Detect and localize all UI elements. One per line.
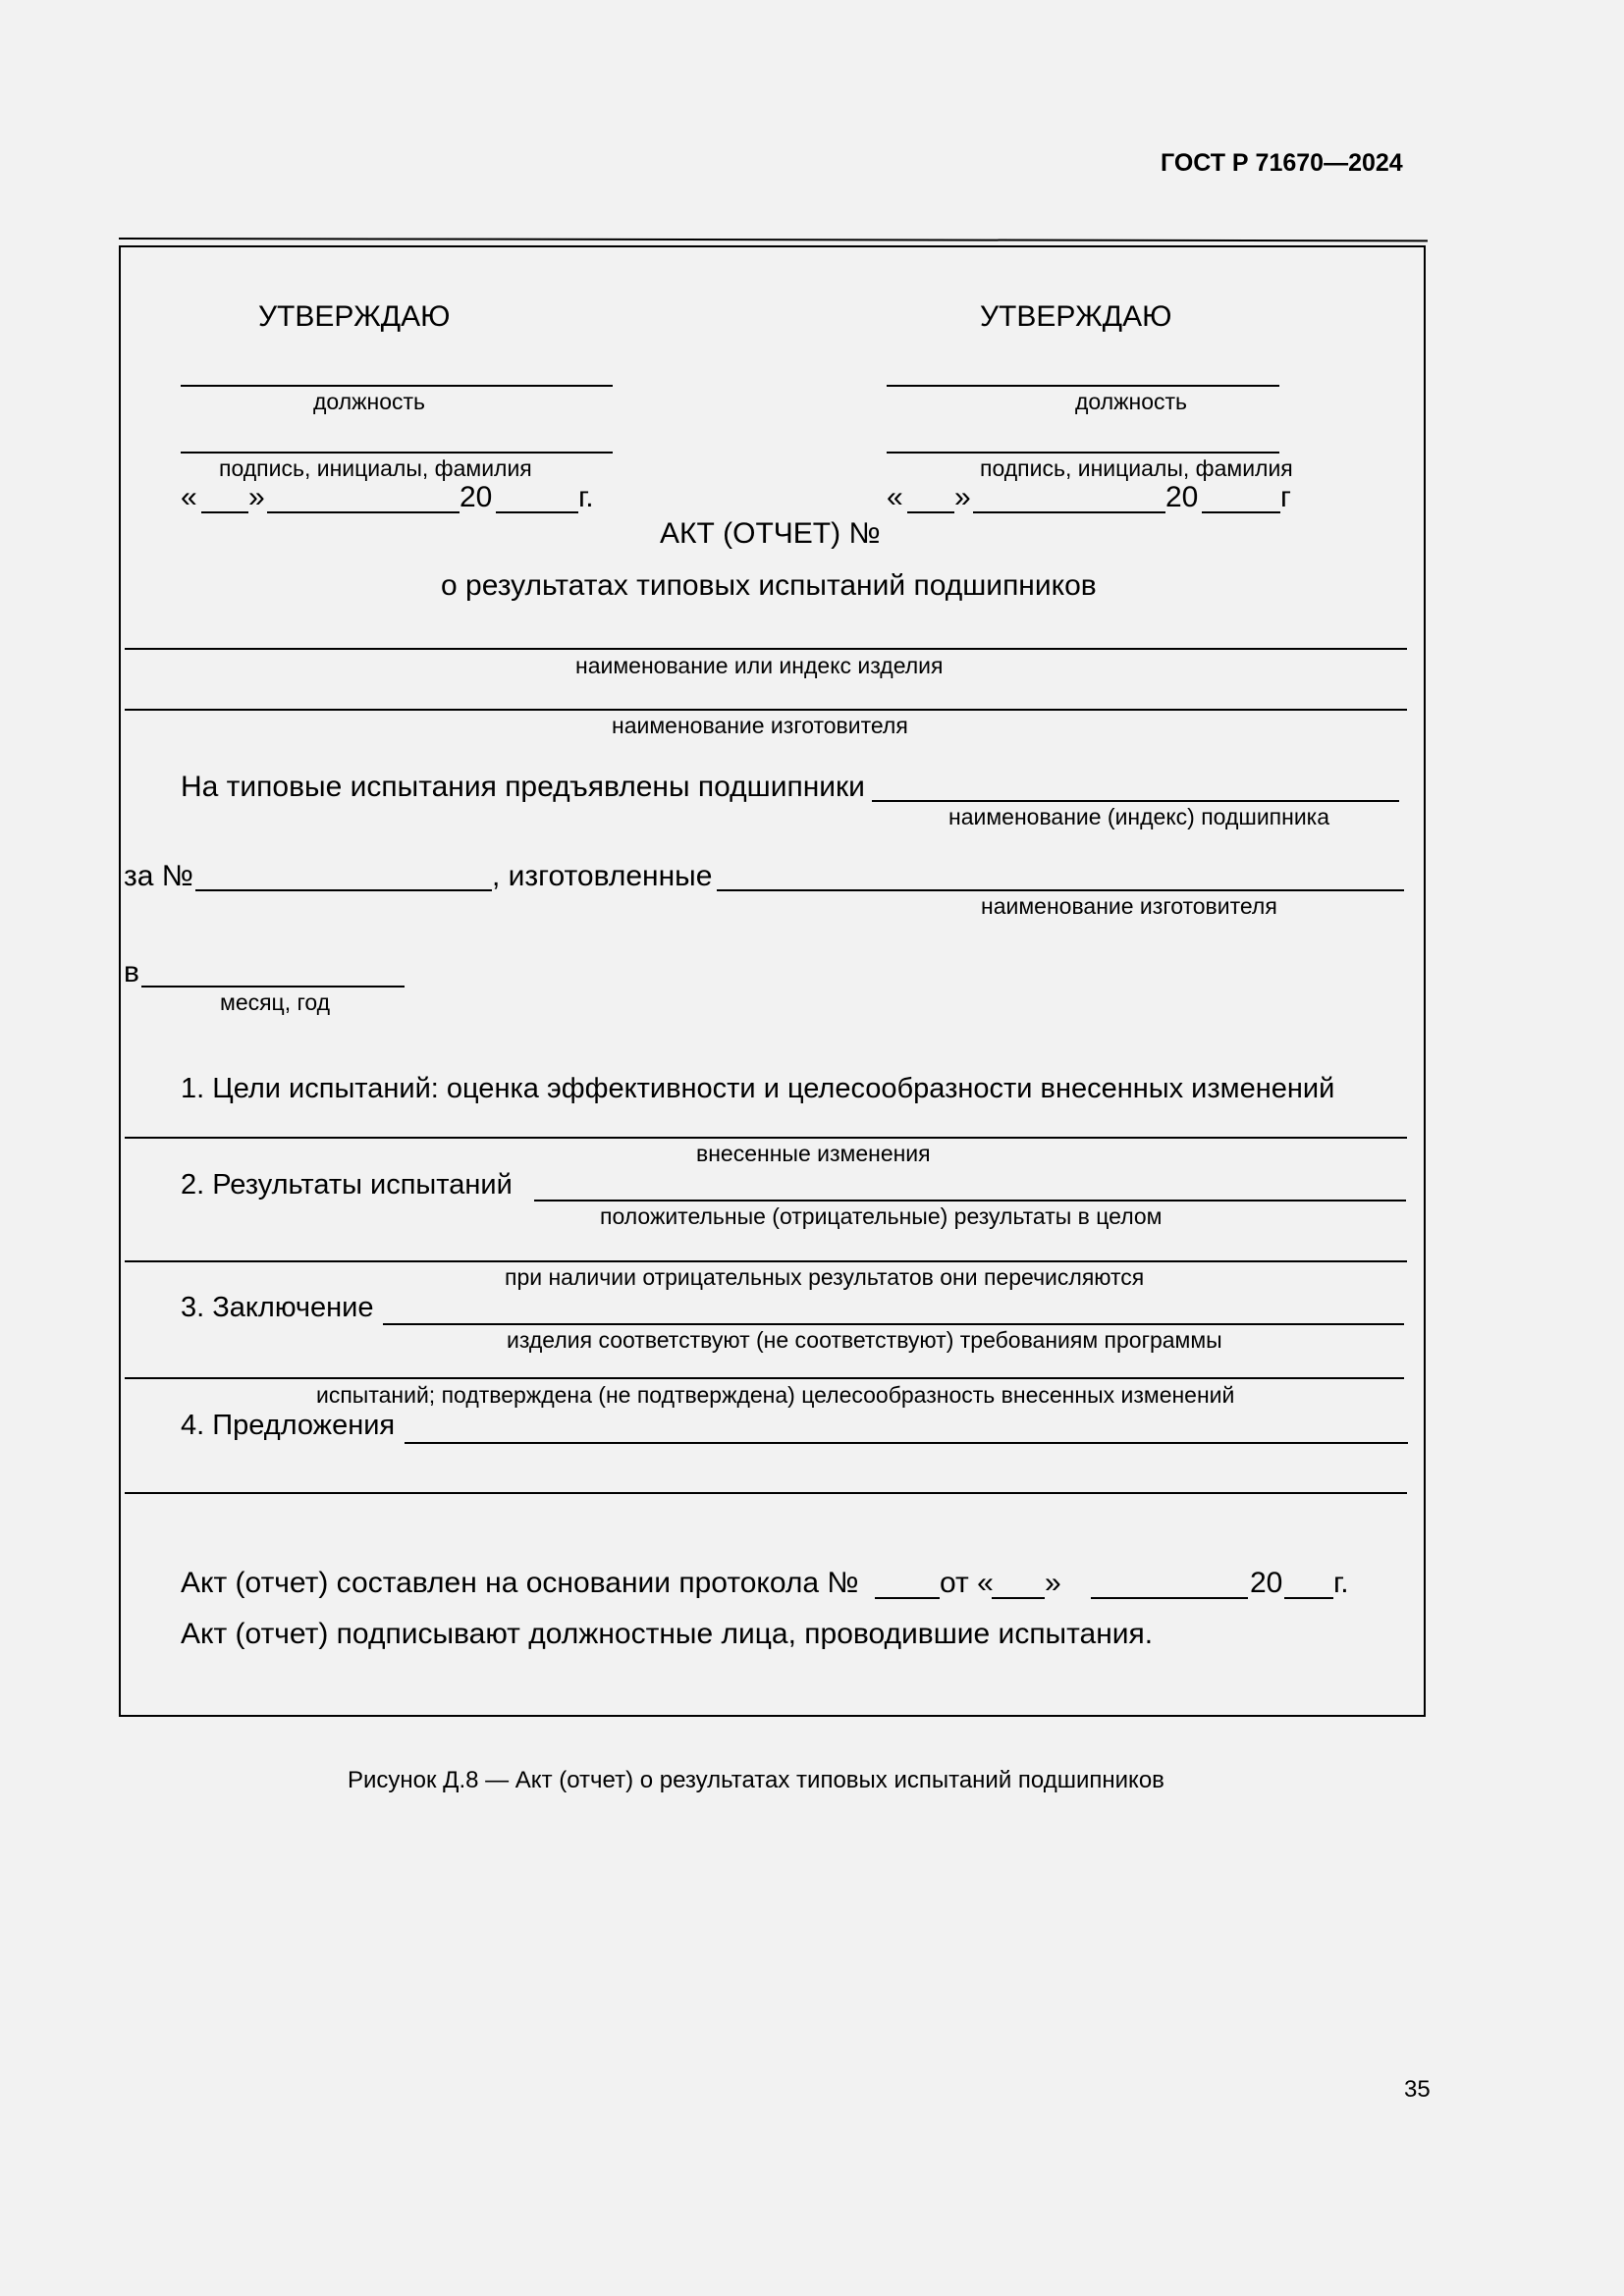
approve-left-position-label: должность (313, 389, 426, 414)
approve-left-title: УТВЕРЖДАЮ (258, 300, 451, 333)
approve-right-signature-line (887, 452, 1279, 454)
standard-number: ГОСТ Р 71670—2024 (1161, 149, 1403, 177)
product-label: наименование или индекс изделия (575, 653, 944, 678)
submitted-text: На типовые испытания предъявлены подшипники (181, 771, 865, 803)
approve-left-signature-line (181, 452, 613, 454)
changes-line (125, 1137, 1407, 1139)
for-number-line (195, 889, 492, 891)
approve-right-signature-label: подпись, инициалы, фамилия (980, 455, 1293, 481)
conclusion-line-2 (125, 1377, 1404, 1379)
document-page: ГОСТ Р 71670—2024 УТВЕРЖДАЮ должность подпись, инициалы, фамилия « » 20 г. УТВЕРЖДАЮ должность подпись, инициалы, фамилия « » 20 г АКТ (ОТЧЕТ) № о результатах типовых испытаний подшипников наименование или индекс изделия наименование изготовителя На типовые испытания предъявлены подшипники наименование (индекс) подшипника за № , изготовленные наименование изготовителя в месяц, год 1. Цели испытаний: оценка эффективности и целесообразности внесенных изменений внесенные изменения 2. Результаты испытаний положительные (отрицательные) результаты в целом при наличии отрицательных результатов они перечисляются 3. Заключение изделия соответствуют (не соответствуют) требованиям программы испытаний; подтверждена (не подтверждена) целесообразность внесенных изменений 4. Предложения Акт (отчет) составлен на основании протокола № от « » 20 г. Акт (отчет) подписывают должностные лица, проводившие испытания. Рисунок Д.8 — Акт (отчет) о результатах типовых испытаний подшипников 35 (0, 0, 1624, 2296)
act-subtitle: о результатах типовых испытаний подшипников (441, 569, 1097, 602)
proposals-line-1 (405, 1442, 1408, 1444)
signed-text: Акт (отчет) подписывают должностные лица, проводившие испытания. (181, 1618, 1154, 1650)
item-2-results: 2. Результаты испытаний (181, 1169, 513, 1201)
item-4-proposals: 4. Предложения (181, 1410, 396, 1441)
proposals-line-2 (125, 1492, 1407, 1494)
item-1-goals: 1. Цели испытаний: оценка эффективности и целесообразности внесенных изменений (181, 1073, 1335, 1104)
bearing-label: наименование (индекс) подшипника (948, 804, 1330, 829)
manufactured-text: , изготовленные (492, 860, 713, 892)
item-3-conclusion: 3. Заключение (181, 1292, 374, 1323)
frame-top-line (119, 238, 1428, 241)
manufacturer-label-2: наименование изготовителя (981, 893, 1277, 919)
approve-right-position-label: должность (1075, 389, 1188, 414)
conclusion-label-1: изделия соответствуют (не соответствуют) требованиям программы (507, 1327, 1222, 1353)
negative-line (125, 1260, 1407, 1262)
manufacturer-line-2 (717, 889, 1404, 891)
results-label: положительные (отрицательные) результаты в целом (600, 1203, 1163, 1229)
approve-right-position-line (887, 385, 1279, 387)
month-year-label: месяц, год (220, 989, 331, 1015)
approve-left-position-line (181, 385, 613, 387)
negative-label: при наличии отрицательных результатов они перечисляются (505, 1264, 1145, 1290)
conclusion-label-2: испытаний; подтверждена (не подтверждена) целесообразность внесенных изменений (316, 1382, 1235, 1408)
approve-left-signature-label: подпись, инициалы, фамилия (219, 455, 532, 481)
product-line (125, 648, 1407, 650)
results-line (534, 1200, 1406, 1201)
changes-label: внесенные изменения (696, 1141, 931, 1166)
manufacturer-label: наименование изготовителя (612, 713, 908, 738)
page-number: 35 (1404, 2076, 1431, 2103)
approve-right-title: УТВЕРЖДАЮ (980, 300, 1172, 333)
act-title: АКТ (ОТЧЕТ) № (660, 517, 881, 550)
manufacturer-line (125, 709, 1407, 711)
figure-caption: Рисунок Д.8 — Акт (отчет) о результатах типовых испытаний подшипников (348, 1767, 1164, 1793)
in-text: в (124, 956, 139, 988)
month-year-line (141, 986, 405, 988)
conclusion-line-1 (383, 1323, 1404, 1325)
bearing-line (872, 800, 1399, 802)
for-number-text: за № (124, 860, 193, 892)
